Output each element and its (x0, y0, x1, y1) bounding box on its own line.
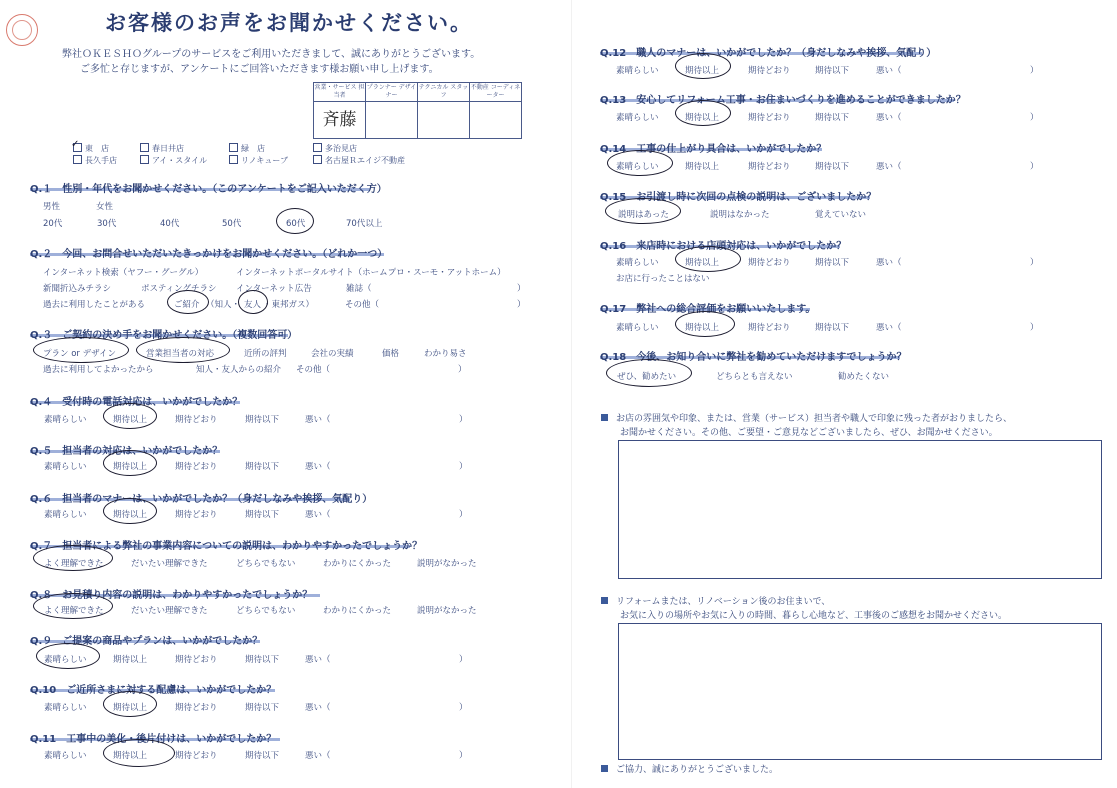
q2-referral-tohogas[interactable]: ・東邦ガス） (263, 300, 315, 310)
q16-opt-above[interactable]: 期待以上 (685, 258, 720, 268)
intro-line-2: ご多忙と存じますが、アンケートにご回答いただきます様お願い申し上げます。 (80, 64, 439, 75)
staff-header-sales: 営業・サービス 担当者 (314, 83, 366, 102)
q17-answer-circle (675, 311, 735, 337)
page-title: お客様のお声をお聞かせください。 (105, 11, 473, 35)
q10-opt-below[interactable]: 期待以下 (245, 703, 280, 713)
q3-past-good[interactable]: 過去に利用してよかったから (43, 365, 154, 375)
q9-opt-as-expected[interactable]: 期待どおり (175, 655, 218, 665)
q13-opt-excellent[interactable]: 素晴らしい (616, 113, 659, 123)
q11-opt-below[interactable]: 期待以下 (245, 751, 280, 761)
q6-opt-above[interactable]: 期待以上 (113, 510, 148, 520)
q11-opt-as-expected[interactable]: 期待どおり (175, 751, 218, 761)
staff-table (313, 82, 522, 139)
q16-opt-excellent[interactable]: 素晴らしい (616, 258, 659, 268)
logo-stamp (6, 14, 38, 46)
staff-header-realestate: 不動産 コーディネーター (470, 83, 522, 102)
q9-opt-excellent[interactable]: 素晴らしい (44, 655, 87, 665)
q4-opt-below[interactable]: 期待以下 (245, 415, 280, 425)
q9-opt-bad-close: ） (459, 655, 468, 665)
staff-cell-realestate[interactable] (470, 102, 522, 139)
q2-answer-circle-friend (238, 290, 268, 314)
q4-answer-circle (103, 403, 157, 429)
check-mark-icon: ✓ (71, 139, 80, 150)
q10-opt-bad[interactable]: 悪い（ (305, 703, 331, 713)
store-nagakute[interactable]: 長久手店 (73, 155, 117, 166)
q8-opt-understood[interactable]: よく理解できた (44, 606, 104, 616)
q17-opt-above[interactable]: 期待以上 (685, 323, 720, 333)
q2-past-user[interactable]: 過去に利用したことがある (43, 300, 146, 310)
q1-age-40s[interactable]: 40代 (160, 219, 180, 229)
q10-opt-bad-close: ） (459, 703, 468, 713)
q2-referral-acquaintance[interactable]: （知人・ (206, 300, 241, 310)
q5-opt-bad[interactable]: 悪い（ (305, 462, 331, 472)
q17-opt-bad-close: ） (1030, 323, 1039, 333)
q9-opt-above[interactable]: 期待以上 (113, 655, 148, 665)
q2-internet-search[interactable]: インターネット検索（ヤフー・グーグル） (43, 268, 204, 278)
q11-opt-excellent[interactable]: 素晴らしい (44, 751, 87, 761)
q12-opt-bad[interactable]: 悪い（ (876, 66, 902, 76)
q12-opt-as-expected[interactable]: 期待どおり (748, 66, 791, 76)
q10-opt-as-expected[interactable]: 期待どおり (175, 703, 218, 713)
q11-opt-bad[interactable]: 悪い（ (305, 751, 331, 761)
q10-opt-above[interactable]: 期待以上 (113, 703, 148, 713)
q15-opt-dont-remember[interactable]: 覚えていない (815, 210, 867, 220)
q18-answer-circle (606, 359, 692, 387)
q2-other-close: ） (517, 300, 526, 310)
q7-opt-mostly[interactable]: だいたい理解できた (131, 559, 208, 569)
q1-answer-circle (276, 208, 314, 234)
store-istyle[interactable]: アイ・スタイル (140, 155, 207, 166)
q4-opt-above[interactable]: 期待以上 (113, 415, 148, 425)
q14-opt-bad-close: ） (1030, 162, 1039, 172)
q16-answer-circle (675, 246, 741, 272)
q6-answer-circle (103, 498, 157, 524)
q1-age-20s[interactable]: 20代 (43, 219, 63, 229)
staff-cell-technical[interactable] (418, 102, 470, 139)
q13-opt-as-expected[interactable]: 期待どおり (748, 113, 791, 123)
q6-label: Q.６ 担当者のマナーは、いかがでしたか？（身だしなみや挨拶、気配り） (30, 494, 373, 505)
q14-label: Q.14 工事の仕上がり具合は、いかがでしたか？ (600, 144, 827, 155)
q13-opt-bad-close: ） (1030, 113, 1039, 123)
q3-other[interactable]: その他（ (296, 365, 331, 375)
q4-opt-bad-close: ） (459, 415, 468, 425)
free-text-a-line-1: お店の雰囲気や印象、または、営業（サービス）担当者や職人で印象に残った者がおりましたら、 (601, 411, 1012, 424)
q7-opt-none: 説明がなかった (417, 559, 477, 569)
q2-referral-friend[interactable]: 友人 (244, 300, 262, 310)
q8-label: Q.８ お見積り内容の説明は、わかりやすかったでしょうか？ (30, 590, 313, 601)
q18-label: Q.18 今後、お知り合いに弊社を勧めていただけますでしょうか？ (600, 352, 907, 363)
q2-internet-ad[interactable]: インターネット広告 (236, 284, 312, 294)
q11-answer-circle (103, 739, 175, 767)
q17-opt-as-expected[interactable]: 期待どおり (748, 323, 791, 333)
q6-opt-bad-close: ） (459, 510, 468, 520)
q13-answer-circle (675, 100, 731, 126)
q5-opt-bad-close: ） (459, 462, 468, 472)
store-tajimi[interactable]: 多治見店 (313, 143, 357, 154)
q16-opt-never-visited[interactable]: お店に行ったことはない (616, 274, 710, 284)
q8-opt-mostly[interactable]: だいたい理解できた (131, 606, 208, 616)
q13-opt-above[interactable]: 期待以上 (685, 113, 720, 123)
q3-answer-circle-plan (33, 337, 129, 363)
comment-box-b[interactable] (618, 623, 1102, 760)
q7-opt-neither[interactable]: どちらでもない (236, 559, 296, 569)
free-text-b-line-1: リフォームまたは、リノベーション後のお住まいで、 (601, 594, 830, 607)
intro-line-1: 弊社ＯＫＥＳＨＯグループのサービスをご利用いただきまして、誠にありがとうございます。 (62, 49, 481, 60)
q3-answer-circle-staff (136, 337, 230, 363)
q16-opt-bad[interactable]: 悪い（ (876, 258, 902, 268)
q17-opt-excellent[interactable]: 素晴らしい (616, 323, 659, 333)
q6-opt-as-expected[interactable]: 期待どおり (175, 510, 218, 520)
q18-opt-neither[interactable]: どちらとも言えない (716, 372, 793, 382)
q12-opt-above[interactable]: 期待以上 (685, 66, 720, 76)
q15-label: Q.15 お引渡し時に次回の点検の説明は、ございましたか？ (600, 192, 877, 203)
q5-opt-as-expected[interactable]: 期待どおり (175, 462, 218, 472)
q11-opt-above[interactable]: 期待以上 (113, 751, 148, 761)
store-nagoya-r-age[interactable]: 名古屋Ｒエイジ不動産 (313, 155, 405, 166)
q4-label: Q.４ 受付時の電話対応は、いかがでしたか？ (30, 397, 243, 408)
q15-opt-not-explained[interactable]: 説明はなかった (710, 210, 770, 220)
q10-answer-circle (103, 691, 157, 717)
q3-clarity[interactable]: わかり易さ (424, 349, 467, 359)
q2-referral[interactable]: ご紹介 (174, 300, 200, 310)
q3-reputation[interactable]: 近所の評判 (244, 349, 287, 359)
q8-opt-none: 説明がなかった (417, 606, 477, 616)
q2-label: Q.２ 今回、お問合せいただいたきっかけをお聞かせください。（どれか一つ） (30, 249, 388, 260)
q14-opt-bad[interactable]: 悪い（ (876, 162, 902, 172)
free-text-b-line-2: お気に入りの場所やお気に入りの時間、暮らし心地など、工事後のご感想をお聞かせください。 (620, 611, 1008, 621)
q17-label: Q.17 弊社への総合評価をお願いいたします。 (600, 304, 816, 315)
q12-opt-below[interactable]: 期待以下 (815, 66, 850, 76)
q14-opt-below[interactable]: 期待以下 (815, 162, 850, 172)
q13-opt-below[interactable]: 期待以下 (815, 113, 850, 123)
q13-opt-bad[interactable]: 悪い（ (876, 113, 902, 123)
q12-opt-bad-close: ） (1030, 66, 1039, 76)
q16-opt-below[interactable]: 期待以下 (815, 258, 850, 268)
q18-opt-not-recommend[interactable]: 勧めたくない (838, 372, 890, 382)
q7-label: Q.７ 担当者による弊社の事業内容についての説明は、わかりやすかったでしょうか？ (30, 541, 423, 552)
q10-opt-excellent[interactable]: 素晴らしい (44, 703, 87, 713)
q4-opt-as-expected[interactable]: 期待どおり (175, 415, 218, 425)
q1-age-70s-plus[interactable]: 70代以上 (346, 219, 383, 229)
q2-newspaper-flyer[interactable]: 新聞折込みチラシ (43, 284, 112, 294)
q10-label: Q.10 ご近所さまに対する配慮は、いかがでしたか？ (30, 685, 277, 696)
q9-answer-circle (36, 643, 100, 669)
bullet-square-icon (601, 597, 608, 604)
q1-label: Q.１ 性別・年代をお聞かせください。（このアンケートをご記入いただく方） (30, 184, 387, 195)
q4-opt-excellent[interactable]: 素晴らしい (44, 415, 87, 425)
q6-opt-excellent[interactable]: 素晴らしい (44, 510, 87, 520)
q14-opt-as-expected[interactable]: 期待どおり (748, 162, 791, 172)
store-kasugai[interactable]: 春日井店 (140, 143, 184, 154)
q12-label: Q.12 職人のマナーは、いかがでしたか？（身だしなみや挨拶、気配り） (600, 48, 937, 59)
q2-posting-flyer[interactable]: ポスティングチラシ (141, 284, 217, 294)
q5-label: Q.５ 担当者の対応は、いかがでしたか？ (30, 446, 223, 457)
q8-answer-circle (33, 593, 113, 619)
staff-cell-planner[interactable] (366, 102, 418, 139)
q9-label: Q.９ ご提案の商品やプランは、いかがでしたか？ (30, 636, 263, 647)
q15-answer-circle (605, 198, 681, 224)
q13-label: Q.13 安心してリフォーム工事・お住まいづくりを進めることができましたか？ (600, 95, 966, 106)
q1-age-30s[interactable]: 30代 (97, 219, 117, 229)
q5-opt-excellent[interactable]: 素晴らしい (44, 462, 87, 472)
q3-label: Q.３ ご契約の決め手をお聞かせください。（複数回答可） (30, 330, 298, 341)
q14-answer-circle (607, 150, 673, 176)
q5-opt-above[interactable]: 期待以上 (113, 462, 148, 472)
staff-header-planner: プランナー デザイナー (366, 83, 418, 102)
q16-opt-as-expected[interactable]: 期待どおり (748, 258, 791, 268)
q14-opt-above[interactable]: 期待以上 (685, 162, 720, 172)
q2-magazine-close: ） (517, 284, 526, 294)
q11-opt-bad-close: ） (459, 751, 468, 761)
q18-opt-recommend[interactable]: ぜひ、勧めたい (617, 372, 677, 382)
staff-header-technical: テクニカル スタッフ (418, 83, 470, 102)
q9-opt-below[interactable]: 期待以下 (245, 655, 280, 665)
closing-message: ご協力、誠にありがとうございました。 (601, 762, 778, 775)
q3-track-record[interactable]: 会社の実績 (311, 349, 354, 359)
free-text-a-line-2: お聞かせください。その他、ご要望・ご意見などございましたら、ぜひ、お聞かせください。 (620, 428, 998, 438)
store-higashi[interactable]: ✓ 東 店 (71, 139, 109, 153)
q16-opt-bad-close: ） (1030, 258, 1039, 268)
q17-opt-below[interactable]: 期待以下 (815, 323, 850, 333)
staff-signature[interactable]: 斉藤 (314, 102, 366, 139)
q7-answer-circle (33, 545, 113, 571)
q8-opt-unclear[interactable]: わかりにくかった (323, 606, 392, 616)
q15-opt-explained[interactable]: 説明はあった (618, 210, 669, 220)
q6-opt-below[interactable]: 期待以下 (245, 510, 280, 520)
q1-age-50s[interactable]: 50代 (222, 219, 242, 229)
q12-opt-excellent[interactable]: 素晴らしい (616, 66, 659, 76)
q3-plan-design[interactable]: プラン or デザイン (43, 349, 117, 359)
q5-answer-circle (103, 450, 157, 476)
q2-portal-site[interactable]: インターネットポータルサイト（ホームプロ・スーモ・アットホーム） (236, 268, 506, 278)
q16-label: Q.16 来店時における店頭対応は、いかがでしたか？ (600, 241, 847, 252)
comment-box-a[interactable] (618, 440, 1102, 579)
q2-magazine[interactable]: 雑誌（ (346, 284, 372, 294)
q6-opt-bad[interactable]: 悪い（ (305, 510, 331, 520)
q2-answer-circle-referral (167, 290, 209, 314)
q1-age-60s[interactable]: 60代 (286, 219, 306, 229)
q2-other[interactable]: その他（ (345, 300, 380, 310)
q11-label: Q.11 工事中の美化・後片付けは、いかがでしたか？ (30, 734, 277, 745)
q14-opt-excellent[interactable]: 素晴らしい (616, 162, 659, 172)
q3-other-close: ） (458, 365, 467, 375)
store-midori[interactable]: 緑 店 (229, 143, 265, 154)
q4-opt-bad[interactable]: 悪い（ (305, 415, 331, 425)
q3-sales-staff[interactable]: 営業担当者の対応 (146, 349, 215, 359)
bullet-square-icon (601, 765, 608, 772)
q7-opt-understood[interactable]: よく理解できた (44, 559, 104, 569)
q1-sex-male[interactable]: 男性 (43, 202, 61, 212)
bullet-square-icon (601, 414, 608, 421)
q9-opt-bad[interactable]: 悪い（ (305, 655, 331, 665)
q7-opt-unclear[interactable]: わかりにくかった (323, 559, 392, 569)
q5-opt-below[interactable]: 期待以下 (245, 462, 280, 472)
q8-opt-neither[interactable]: どちらでもない (236, 606, 296, 616)
q3-friend-referral[interactable]: 知人・友人からの紹介 (196, 365, 282, 375)
scan-fold (571, 0, 572, 788)
q17-opt-bad[interactable]: 悪い（ (876, 323, 902, 333)
q1-sex-female[interactable]: 女性 (96, 202, 114, 212)
q12-answer-circle (675, 53, 731, 79)
store-renocube[interactable]: リノキューブ (229, 155, 288, 166)
q3-price[interactable]: 価格 (382, 349, 400, 359)
